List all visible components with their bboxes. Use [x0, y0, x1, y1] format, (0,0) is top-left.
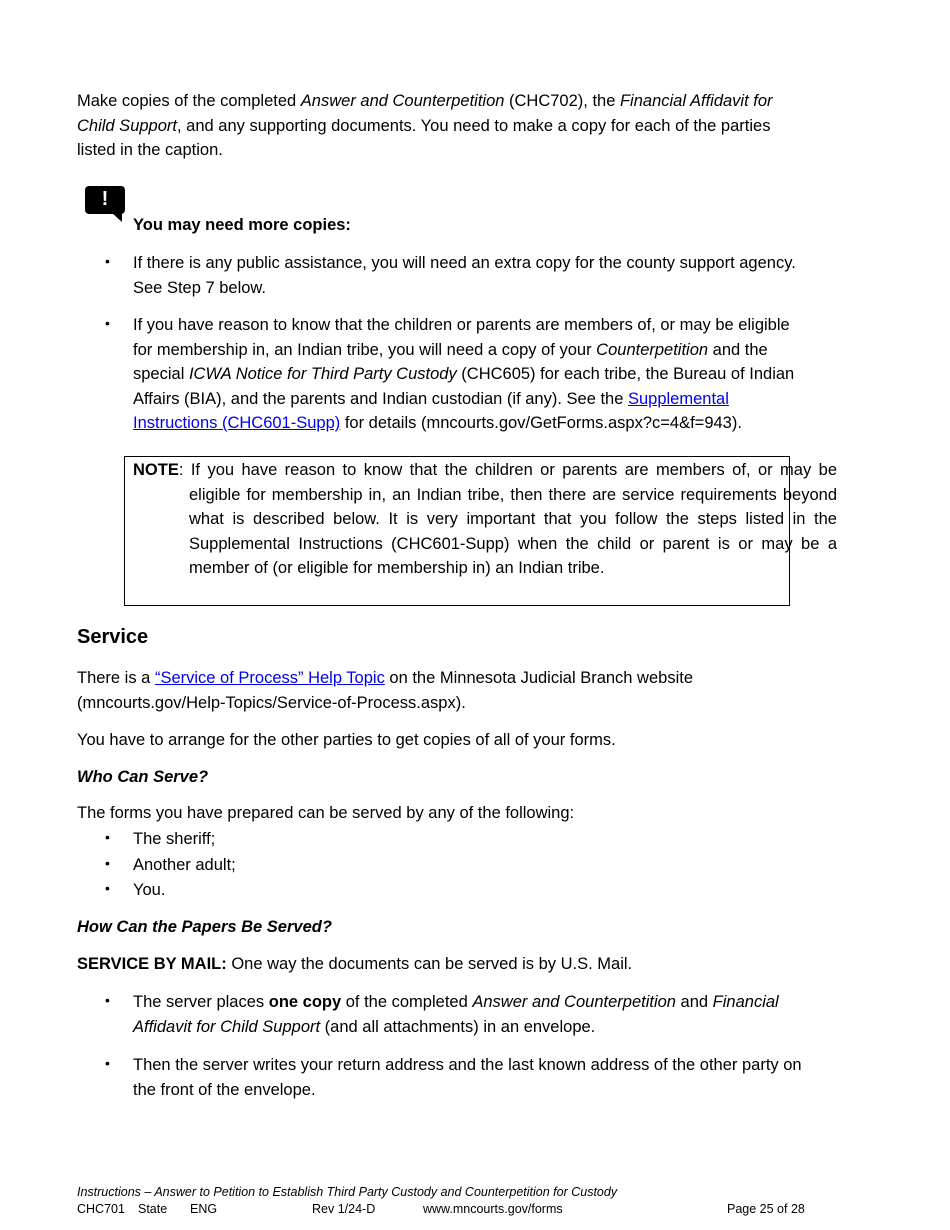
supplemental-instructions-link[interactable]: Supplemental: [627, 389, 729, 408]
list-item-envelope: The server places one copy of the completed Answer and Counterpetition and Financial Affidavit for Child Support (and all attachments) in an envelope.: [133, 993, 779, 1036]
service-by-mail-paragraph: SERVICE BY MAIL: One way the documents can be served is by U.S. Mail.: [77, 955, 633, 973]
bullet: •: [105, 1055, 110, 1071]
list-item-public-assistance: If there is any public assistance, you will need an extra copy for the county support agency. See Step 7 below.: [133, 254, 796, 297]
bullet: •: [105, 855, 110, 871]
note-box: [124, 456, 837, 606]
footer-language: ENG: [190, 1202, 218, 1216]
bullet: •: [105, 315, 110, 331]
copies-heading: You may need more copies:: [133, 216, 351, 234]
bullet: •: [105, 992, 110, 1008]
how-served-heading: How Can the Papers Be Served?: [77, 918, 332, 936]
footer-form-id: CHC701: [77, 1202, 125, 1216]
service-help-paragraph: There is a “Service of Process” Help Topic on the Minnesota Judicial Branch website (mncourts.gov/Help-Topics/Service-of-Process.aspx).: [77, 669, 694, 712]
intro-paragraph: [77, 89, 857, 163]
footer-url: www.mncourts.gov/forms: [423, 1202, 563, 1216]
footer-page-number: Page 25 of 28: [727, 1202, 805, 1216]
alert-speech-bubble-icon: [84, 186, 126, 222]
footer-title: Instructions – Answer to Petition to Establish Third Party Custody and Counterpetition for Custody: [77, 1185, 618, 1199]
intro-line-3: listed in the caption.: [77, 141, 223, 159]
footer-state: State: [138, 1202, 168, 1216]
bullet: •: [105, 253, 110, 269]
supplemental-instructions-link-cont[interactable]: Instructions (CHC601-Supp): [133, 414, 341, 432]
service-heading: Service: [77, 626, 149, 648]
bullet: •: [105, 880, 110, 896]
intro-line-1: Make copies of the completed Answer and Counterpetition (CHC702), the Financial Affidavit for: [77, 92, 773, 110]
note-text: NOTE: If you have reason to know that the children or parents are members of, or may be eligible for membership in, an Indian tribe, then there are service requirements beyond what is described below. It is very important that you follow the steps listed in the Supplemental Instructions (CHC601-Supp) when the child or parent is or may be a member of (or eligible for membership in) an Indian tribe.: [133, 461, 837, 578]
list-item-indian-tribe: If you have reason to know that the children or parents are members of, or may be eligible for membership in, an Indian tribe, you will need a copy of your Counterpetition and the special ICWA Notice for Third Party Custody (CHC605) for each tribe, the Bureau of Indian Affairs (BIA), and the parents and Indian custodian (if any). See the Supplemental Instructions (CHC601-Supp) for details (mncourts.gov/GetForms.aspx?c=4&f=943).: [133, 316, 795, 432]
service-of-process-link[interactable]: “Service of Process” Help Topic: [154, 669, 385, 687]
alert-exclamation-glyph: !: [101, 188, 109, 210]
list-item-address: Then the server writes your return address and the last known address of the other party on the front of the envelope.: [133, 1056, 802, 1099]
list-item: You.: [133, 881, 166, 899]
arrange-paragraph: You have to arrange for the other parties to get copies of all of your forms.: [77, 731, 616, 749]
who-can-serve-heading: Who Can Serve?: [77, 768, 209, 786]
who-intro: The forms you have prepared can be served by any of the following:: [77, 804, 575, 822]
intro-line-2: Child Support, and any supporting documents. You need to make a copy for each of the parties: [77, 116, 771, 135]
footer-revision: Rev 1/24-D: [312, 1202, 376, 1216]
list-item: The sheriff;: [133, 830, 216, 848]
list-item: Another adult;: [133, 856, 236, 874]
bullet: •: [105, 829, 110, 845]
